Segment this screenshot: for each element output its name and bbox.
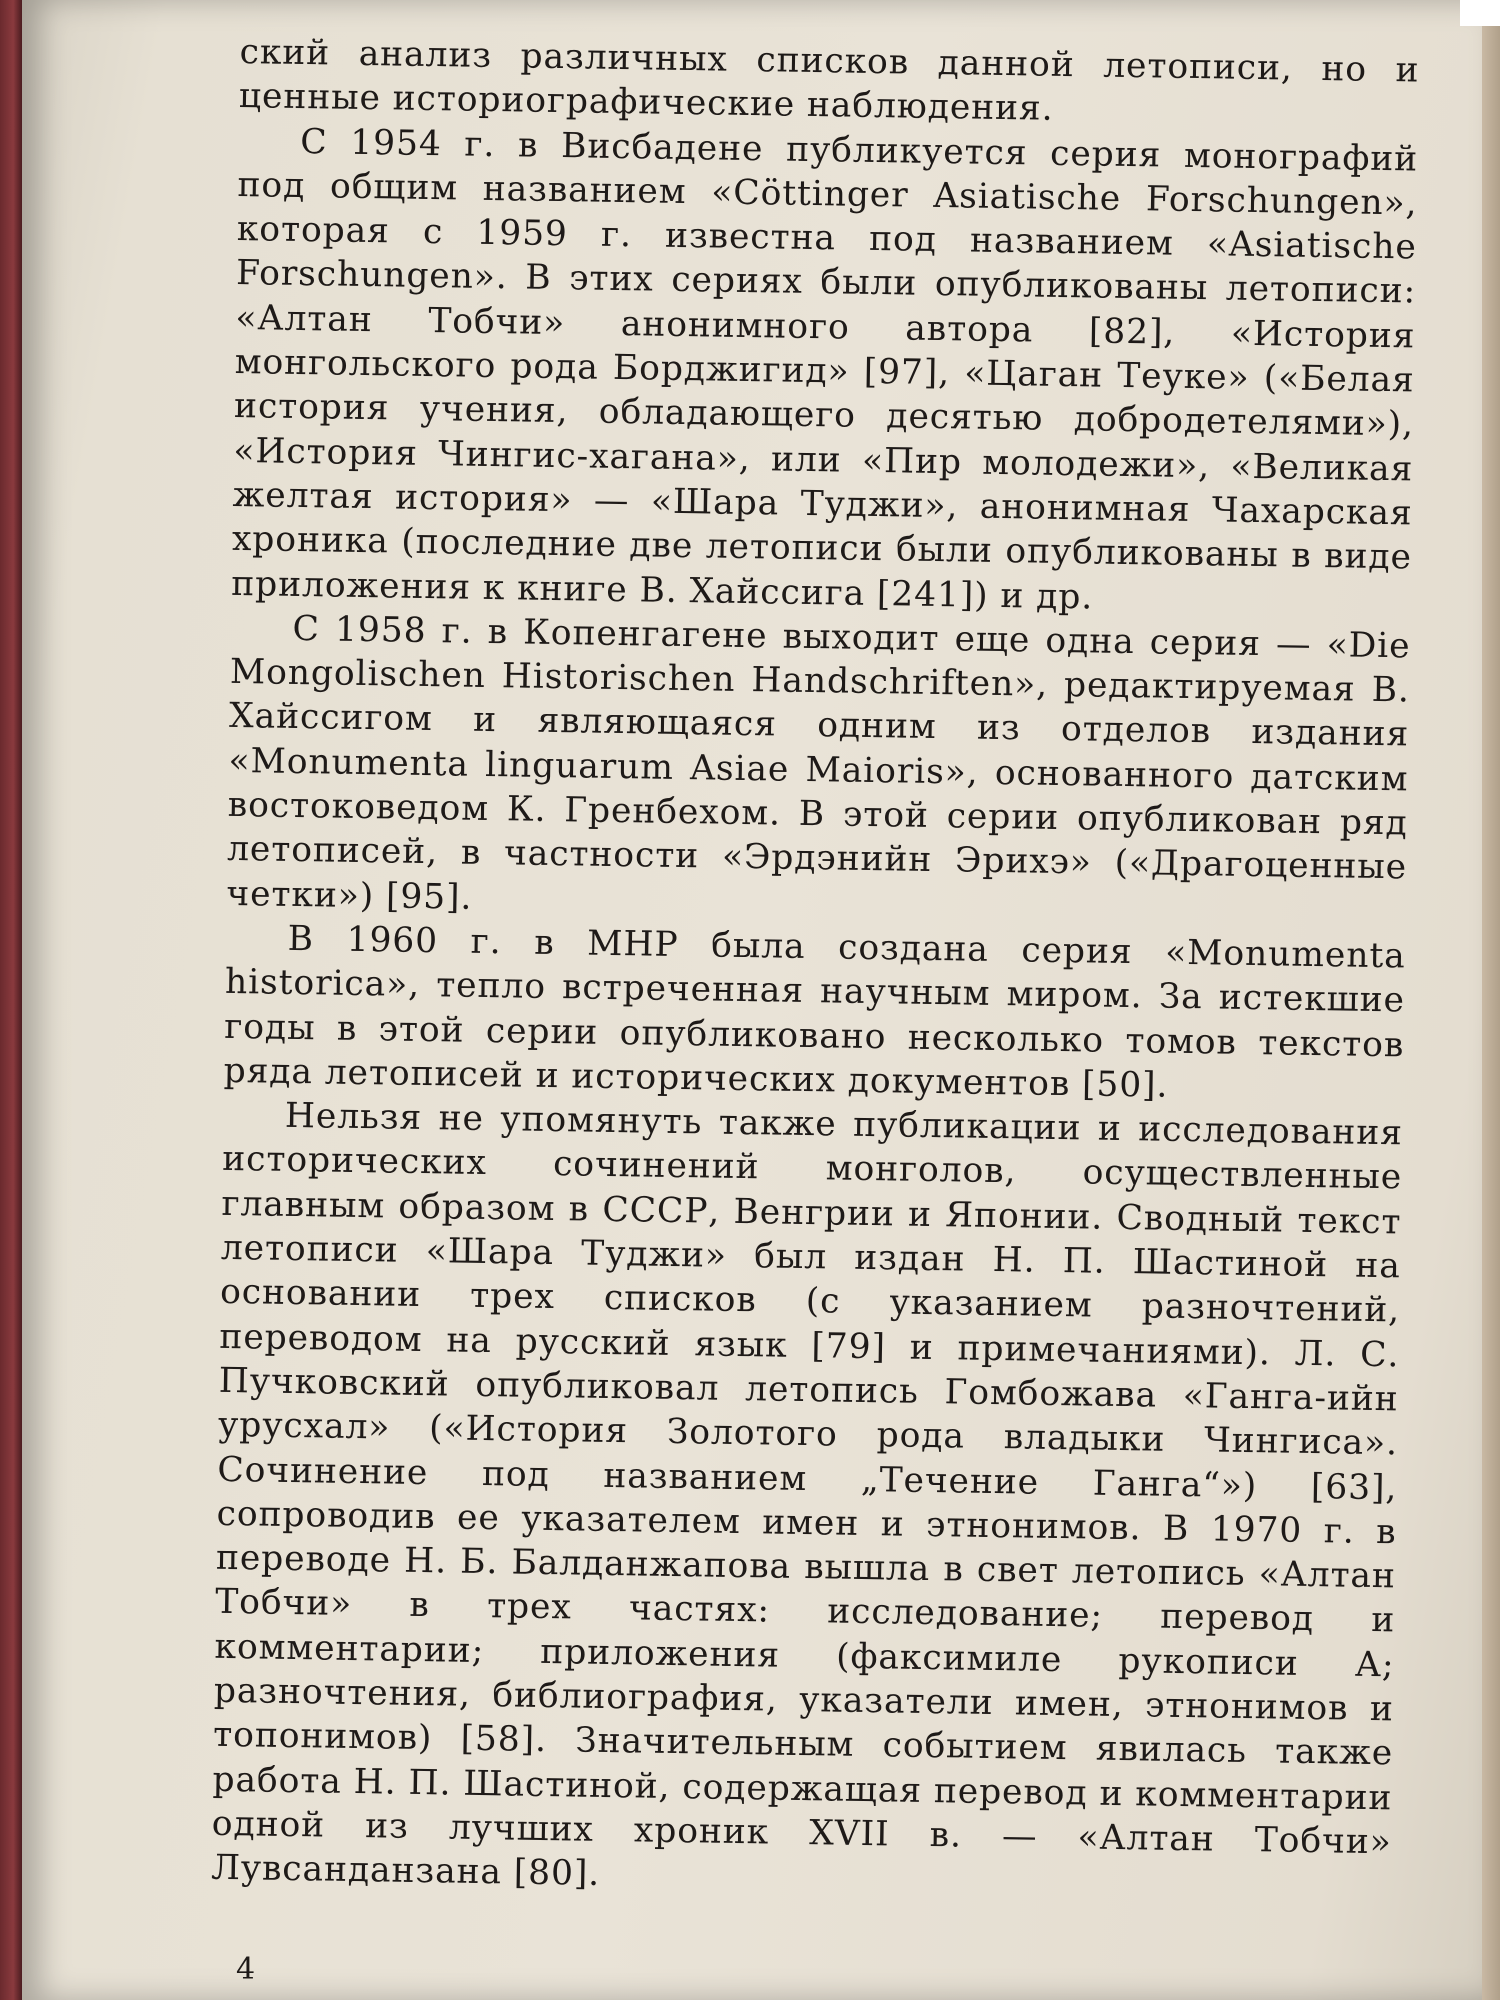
- paragraph-2: С 1954 г. в Висбадене публикуется серия монографий под общим названием «Cöttinger Asiatische Forschungen», которая с 1959 г. известна под названием «Asiatische Forschungen». В этих сериях были опубликованы летописи: «Алтан Тобчи» анонимного автора [82], «История монгольского рода Борджигид» [97], «Цаган Теуке» («Белая история учения, обладающего десятью добродетелями»), «История Чингис-хагана», или «Пир молодежи», «Великая желтая история» — «Шара Туджи», анонимная Чахарская хроника (последние две летописи были опубликованы в виде приложения к книге В. Хайссига [241]) и др.: [230, 121, 1419, 618]
- paragraph-3: С 1958 г. в Копенгагене выходит еще одна серия — «Die Mongolischen Historischen Handschriften», редактируемая В. Хайссигом и являющаяся одним из отделов издания «Monumenta linguarum Asiae Maioris», основанного датским востоковедом К. Гренбехом. В этой серии опубликован ряд летописей, в частности «Эрдэнийн Эрихэ» («Драгоценные четки») [95].: [226, 608, 1411, 918]
- page-text: [211, 30, 1420, 1909]
- book-page: [22, 0, 1482, 2000]
- book-spine: [0, 0, 22, 2000]
- paragraph-5: Нельзя не упомянуть также публикации и исследования исторических сочинений монголов, осуществленные главным образом в СССР, Венгрии и Японии. Сводный текст летописи «Шара Туджи» был издан Н. П. Шастиной на основании трех списков (с указанием разночтений, переводом на русский язык [79] и примечаниями). Л. С. Пучковский опубликовал летопись Гомбожава «Ганга-ийн урусхал» («История Золотого рода владыки Чингиса». Сочинение под названием „Течение Ганга“») [63], сопроводив ее указателем имен и этнонимов. В 1970 г. в переводе Н. Б. Балданжапова вышла в свет летопись «Алтан Тобчи» в трех частях: исследование; перевод и комментарии; приложения (факсимиле рукописи А; разночтения, библиография, указатели имен, этнонимов и топонимов) [58]. Значительным событием явилась также работа Н. П. Шастиной, содержащая перевод и комментарии одной из лучших хроник XVII в. — «Алтан Тобчи» Лувсанданзана [80].: [210, 1095, 1404, 1895]
- paragraph-1: ский анализ различных списков данной летописи, но и ценные историографические наблюдения.: [238, 31, 1420, 130]
- paragraph-4: В 1960 г. в МНР была создана серия «Monumenta historica», тепло встреченная научным миром. За истекшие годы в этой серии опубликовано несколько томов текстов ряда летописей и исторических документов [50].: [223, 918, 1406, 1106]
- page-number: 4: [236, 1952, 256, 1987]
- background-corner: [1460, 0, 1500, 26]
- page-edge: [1482, 0, 1500, 2000]
